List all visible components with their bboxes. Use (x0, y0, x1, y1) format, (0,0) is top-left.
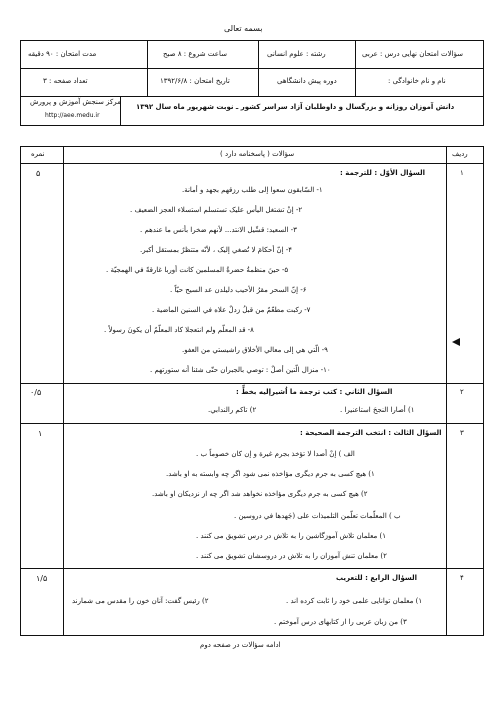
section-number: ۳ (460, 429, 464, 437)
org-url: http://aee.medu.ir (45, 112, 100, 119)
question-item: ۲) هیچ کسی به جرم دیگری مؤاخذه نخواهد شد اگر چه از نزدیکان او باشد. (152, 490, 368, 498)
start-time: ساعت شروع : ۸ صبح (163, 50, 227, 58)
question-item: الف ) إنْ أصدا لا تؤخذ بجرم غيرة و إن كان خصوماً ب . (196, 450, 355, 458)
question-item: ۳) من زبان عربی را از کتابهای درس آموختم . (274, 618, 407, 626)
section-score: ۰/۵ (30, 388, 42, 397)
section-title: السؤال الثاني : كتب ترجمة ما اُشيرإليه بخطٍّ : (236, 388, 393, 396)
question-item: ۲) معلمان تنش آموزان را به تلاش در دروسشان تشویق می کنند . (196, 552, 387, 560)
question-item: ۱) معلمان تلاش آموزگاشین را به تلاش در درس تشویق می کنند . (196, 532, 386, 540)
exam-duration: مدت امتحان : ۹۰ دقیقه (28, 50, 97, 58)
questions-header: سؤالات ( پاسخنامه دارد ) (220, 150, 295, 158)
question-item: ۱۰- منزال الّتين أصلٌ : توصي بالجبران حتّى شئنا أنه ستورتهم . (150, 366, 331, 374)
bismillah: بسمه تعالی (224, 24, 263, 33)
section-score: ۱ (38, 429, 43, 438)
section-score: ۵ (36, 169, 41, 178)
question-item: ۴- إنّ أحكامَ لا تُصغي إليک ، لأنّه متتظرٌ بمستقل أكبر. (140, 246, 292, 254)
question-item: ۲) تاكم رالندابي. (208, 406, 257, 414)
continued-note: ادامه سؤالات در صفحه دوم (200, 641, 281, 649)
question-item: ۳- السعيد: قسِّيل الانتد... لأنهم ضخرا بأنس ما عندهم . (140, 226, 297, 234)
question-item: ۱) هیچ کسی به جرم دیگری مؤاخذه نمی شود اگر چه وابسته به او باشد. (166, 470, 375, 478)
student-name-label: نام و نام خانوادگی : (388, 77, 446, 85)
section-title: السؤال الثالث : انتخب الترجمة الصحيحة : (300, 429, 442, 437)
question-item: ۲) رئیس گفت: آنان خون را مقدس می شمارند (72, 597, 209, 605)
field-label: رشته : علوم انسانی (267, 50, 326, 58)
question-item: ۸- قد المعلّم ولم انتعجلا كاد المعلّمُ أن يكونَ رسولاً . (104, 326, 254, 334)
question-item: ۱) أصارا النجحَ استاعنيرا . (340, 406, 415, 414)
exam-audience: دانش آموزان روزانه و بزرگسال و داوطلبان آزاد سراسر کشور ـ نوبت شهریور ماه سال ۱۳۹۲ (136, 103, 455, 111)
exam-title: سؤالات امتحان نهایی درس : عربی (362, 50, 464, 58)
org-name: مرکز سنجش آموزش و پرورش (30, 98, 121, 106)
row-header: ردیف (452, 150, 468, 158)
section-title: السؤال الرابع : للتعريب (336, 574, 418, 582)
page-count: تعداد صفحه : ۳ (43, 77, 88, 85)
exam-date: تاریخ امتحان : ۱۳۹۲/۶/۸ (160, 77, 230, 85)
question-item: ب ) المعلّمات تعلّمن التلمیذات علی (جَهدها في دروسین . (234, 512, 401, 520)
section-score: ۱/۵ (36, 574, 48, 583)
score-header: نمره (31, 150, 45, 158)
question-item: ۹- الّتي هي إلى معالي الأخلاق راشيستي من العفو. (182, 346, 328, 354)
question-item: ۷- ركبت مطعّمٌ من قبلُ زدلٌ علاه في السنين الماضية . (152, 306, 311, 314)
section-number: ۱ (460, 169, 464, 177)
question-item: ۱) معلمان توانایی علمی خود را ثابت کرده اند . (286, 597, 423, 605)
section-number: ۲ (460, 388, 464, 396)
question-item: ۵- حينَ منظمةُ حضرةُ المسلمين كانت أوربا غارقةً في الهمجيّة . (106, 266, 289, 274)
question-item: ۱- السّابقون سعوا إلى طلب رزقهم بجهد و أمانة. (182, 186, 323, 194)
section-number: ۴ (460, 574, 464, 582)
section-title: السؤال الأوّل : للترجمة : (340, 169, 426, 177)
arrow-mark-icon (452, 338, 460, 346)
question-item: ۲- إنْ تشتغل اليأس عليک تستسلم استسلاء العجز الضعيف . (130, 206, 303, 214)
question-item: ۶- إنّ السحر مقرُ الأحيب دليلدن عد السيح حيّاً . (170, 286, 307, 294)
course-label: دوره پیش دانشگاهی (277, 77, 337, 85)
